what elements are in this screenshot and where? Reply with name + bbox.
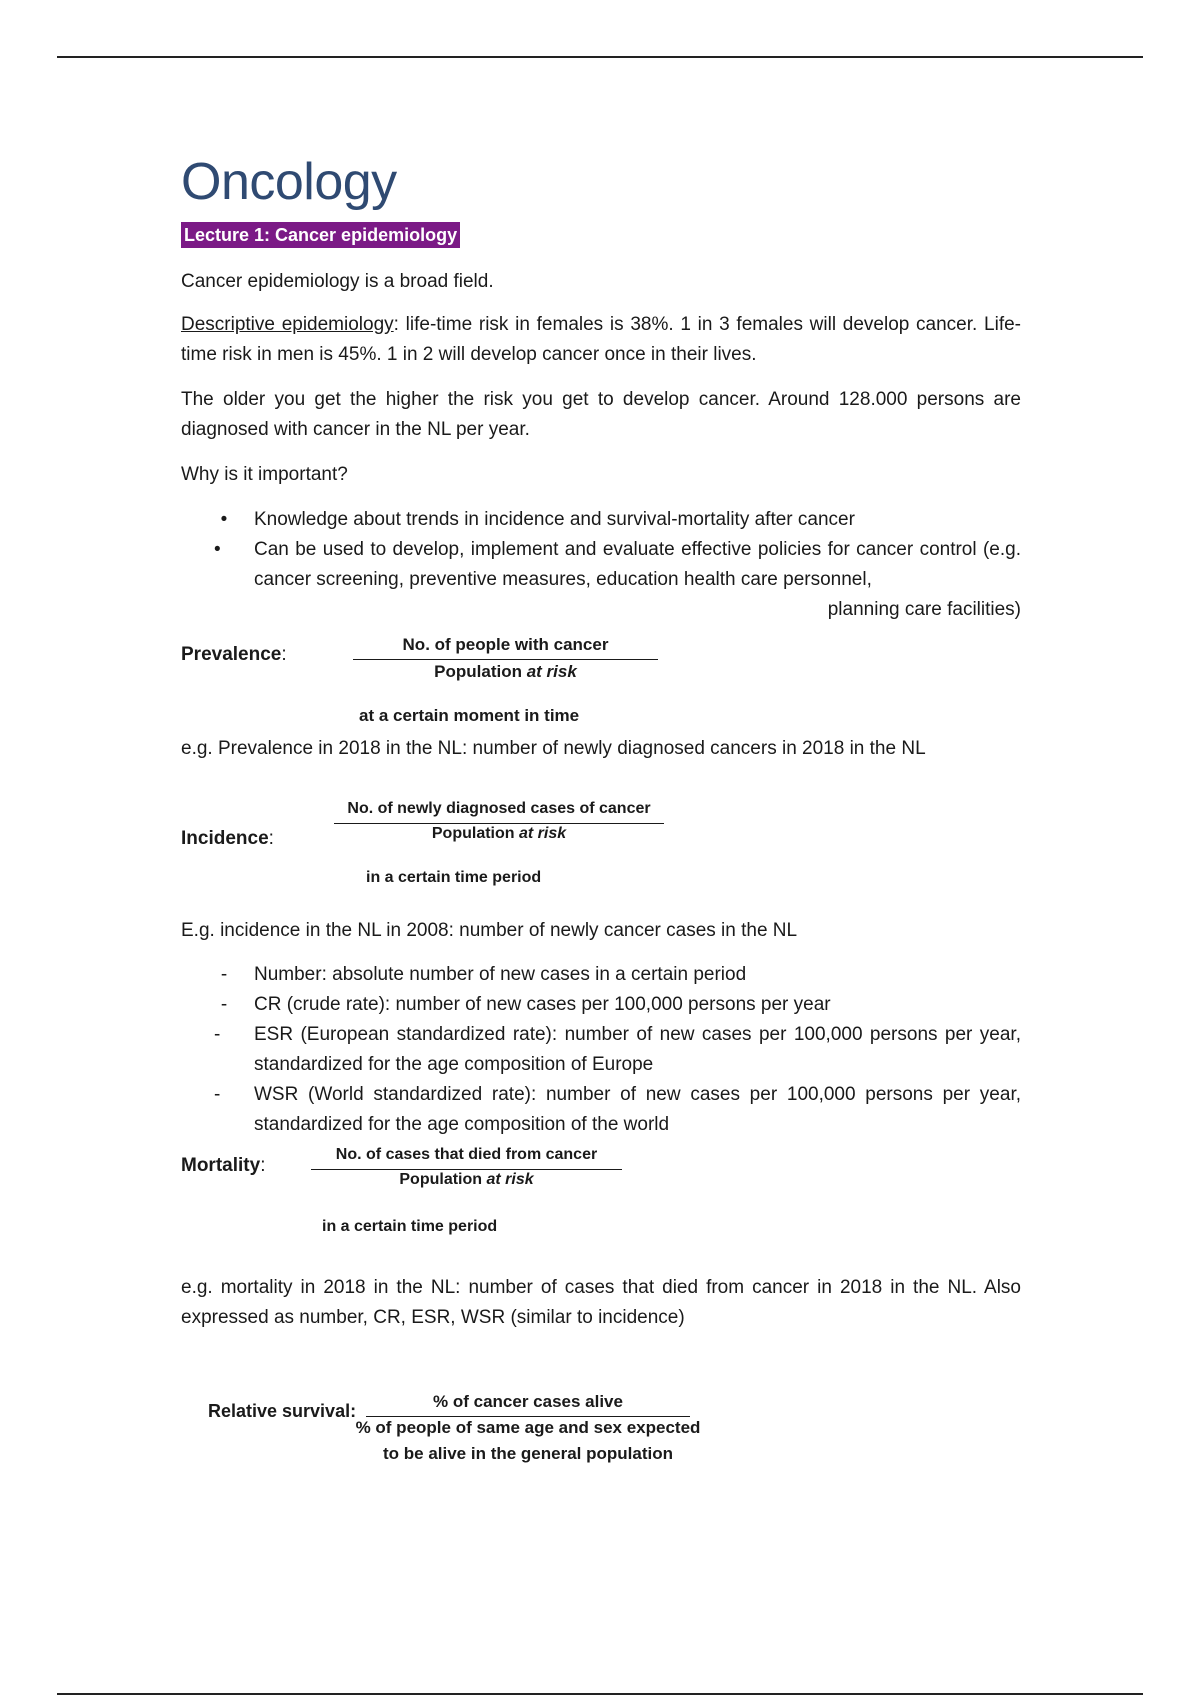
relative-survival-numerator: % of cancer cases alive <box>433 1392 623 1411</box>
relative-survival-denominator-line1: % of people of same age and sex expected <box>355 1418 701 1437</box>
dash-icon: - <box>220 994 228 1015</box>
dash-icon: - <box>220 964 228 985</box>
mortality-denominator: Population at risk <box>399 1171 534 1188</box>
relative-survival-label: Relative survival: <box>208 1401 357 1421</box>
incidence-numerator: No. of newly diagnosed cases of cancer <box>347 800 651 817</box>
prevalence-example: e.g. Prevalence in 2018 in the NL: number of newly diagnosed cancers in 2018 in the NL <box>181 738 926 759</box>
dash-icon: - <box>214 1084 221 1105</box>
why-question: Why is it important? <box>181 464 348 485</box>
bullet-icon: • <box>220 509 228 530</box>
incidence-note: in a certain time period <box>366 869 542 886</box>
age-risk-paragraph: The older you get the higher the risk you get to develop cancer. Around 128.000 persons are diagnosed with cancer in the NL per year. <box>181 389 1021 440</box>
descriptive-text: : life-time risk in females is 38%. 1 in 3 females will develop cancer. Life-time risk in men is 45%. 1 in 2 will develop cancer once in their lives. <box>181 314 1021 365</box>
incidence-fraction-bar <box>334 823 664 824</box>
list-item <box>214 1080 1021 1140</box>
dash-icon: - <box>214 1024 221 1045</box>
incidence-denominator: Population at risk <box>431 825 567 842</box>
prevalence-label: Prevalence: <box>181 644 287 665</box>
prevalence-denominator: Population at risk <box>434 662 577 681</box>
bottom-rule <box>57 1693 1143 1695</box>
incidence-measure-list <box>214 960 1021 1140</box>
measure-text: CR (crude rate): number of new cases per 100,000 persons per year <box>254 994 831 1015</box>
list-item <box>214 1020 1021 1080</box>
relative-survival-denominator-line2: to be alive in the general population <box>383 1444 673 1463</box>
bullet-icon: • <box>214 539 221 560</box>
top-rule <box>57 56 1143 58</box>
page-title: Oncology <box>181 153 397 211</box>
why-bullet-list <box>214 505 1021 625</box>
incidence-example: E.g. incidence in the NL in 2008: number of newly cancer cases in the NL <box>181 920 798 941</box>
measure-text: WSR (World standardized rate): number of new cases per 100,000 persons per year, standardized for the age composition of the world <box>254 1084 1021 1135</box>
mortality-numerator: No. of cases that died from cancer <box>335 1146 598 1163</box>
list-item-continuation <box>214 595 1021 625</box>
descriptive-paragraph <box>181 310 1021 370</box>
descriptive-term: Descriptive epidemiology <box>181 314 394 335</box>
bullet-text: Can be used to develop, implement and evaluate effective policies for cancer control (e.g. cancer screening, preventive measures, education health care personnel, <box>254 539 1021 590</box>
list-item <box>214 960 1021 990</box>
bullet-text-tail: planning care facilities) <box>827 599 1021 620</box>
mortality-note: in a certain time period <box>322 1218 498 1235</box>
incidence-label: Incidence: <box>181 828 274 849</box>
intro-paragraph: Cancer epidemiology is a broad field. <box>181 271 494 292</box>
mortality-example: e.g. mortality in 2018 in the NL: number of cases that died from cancer in 2018 in the NL. Also expressed as number, CR, ESR, WSR (similar to incidence) <box>181 1277 1021 1328</box>
prevalence-fraction-bar <box>353 659 658 660</box>
list-item <box>214 990 1021 1020</box>
list-item <box>214 535 1021 595</box>
lecture-heading: Lecture 1: Cancer epidemiology <box>181 222 460 248</box>
bullet-text: Knowledge about trends in incidence and survival-mortality after cancer <box>254 509 855 530</box>
prevalence-note: at a certain moment in time <box>359 706 580 725</box>
measure-text: ESR (European standardized rate): number of new cases per 100,000 persons per year, standardized for the age composition of Europe <box>254 1024 1021 1075</box>
list-item <box>214 505 1021 535</box>
mortality-fraction-bar <box>311 1169 622 1170</box>
measure-text: Number: absolute number of new cases in a certain period <box>254 964 747 985</box>
mortality-label: Mortality: <box>181 1155 266 1176</box>
relative-survival-fraction-bar <box>366 1416 690 1417</box>
prevalence-numerator: No. of people with cancer <box>402 635 609 654</box>
